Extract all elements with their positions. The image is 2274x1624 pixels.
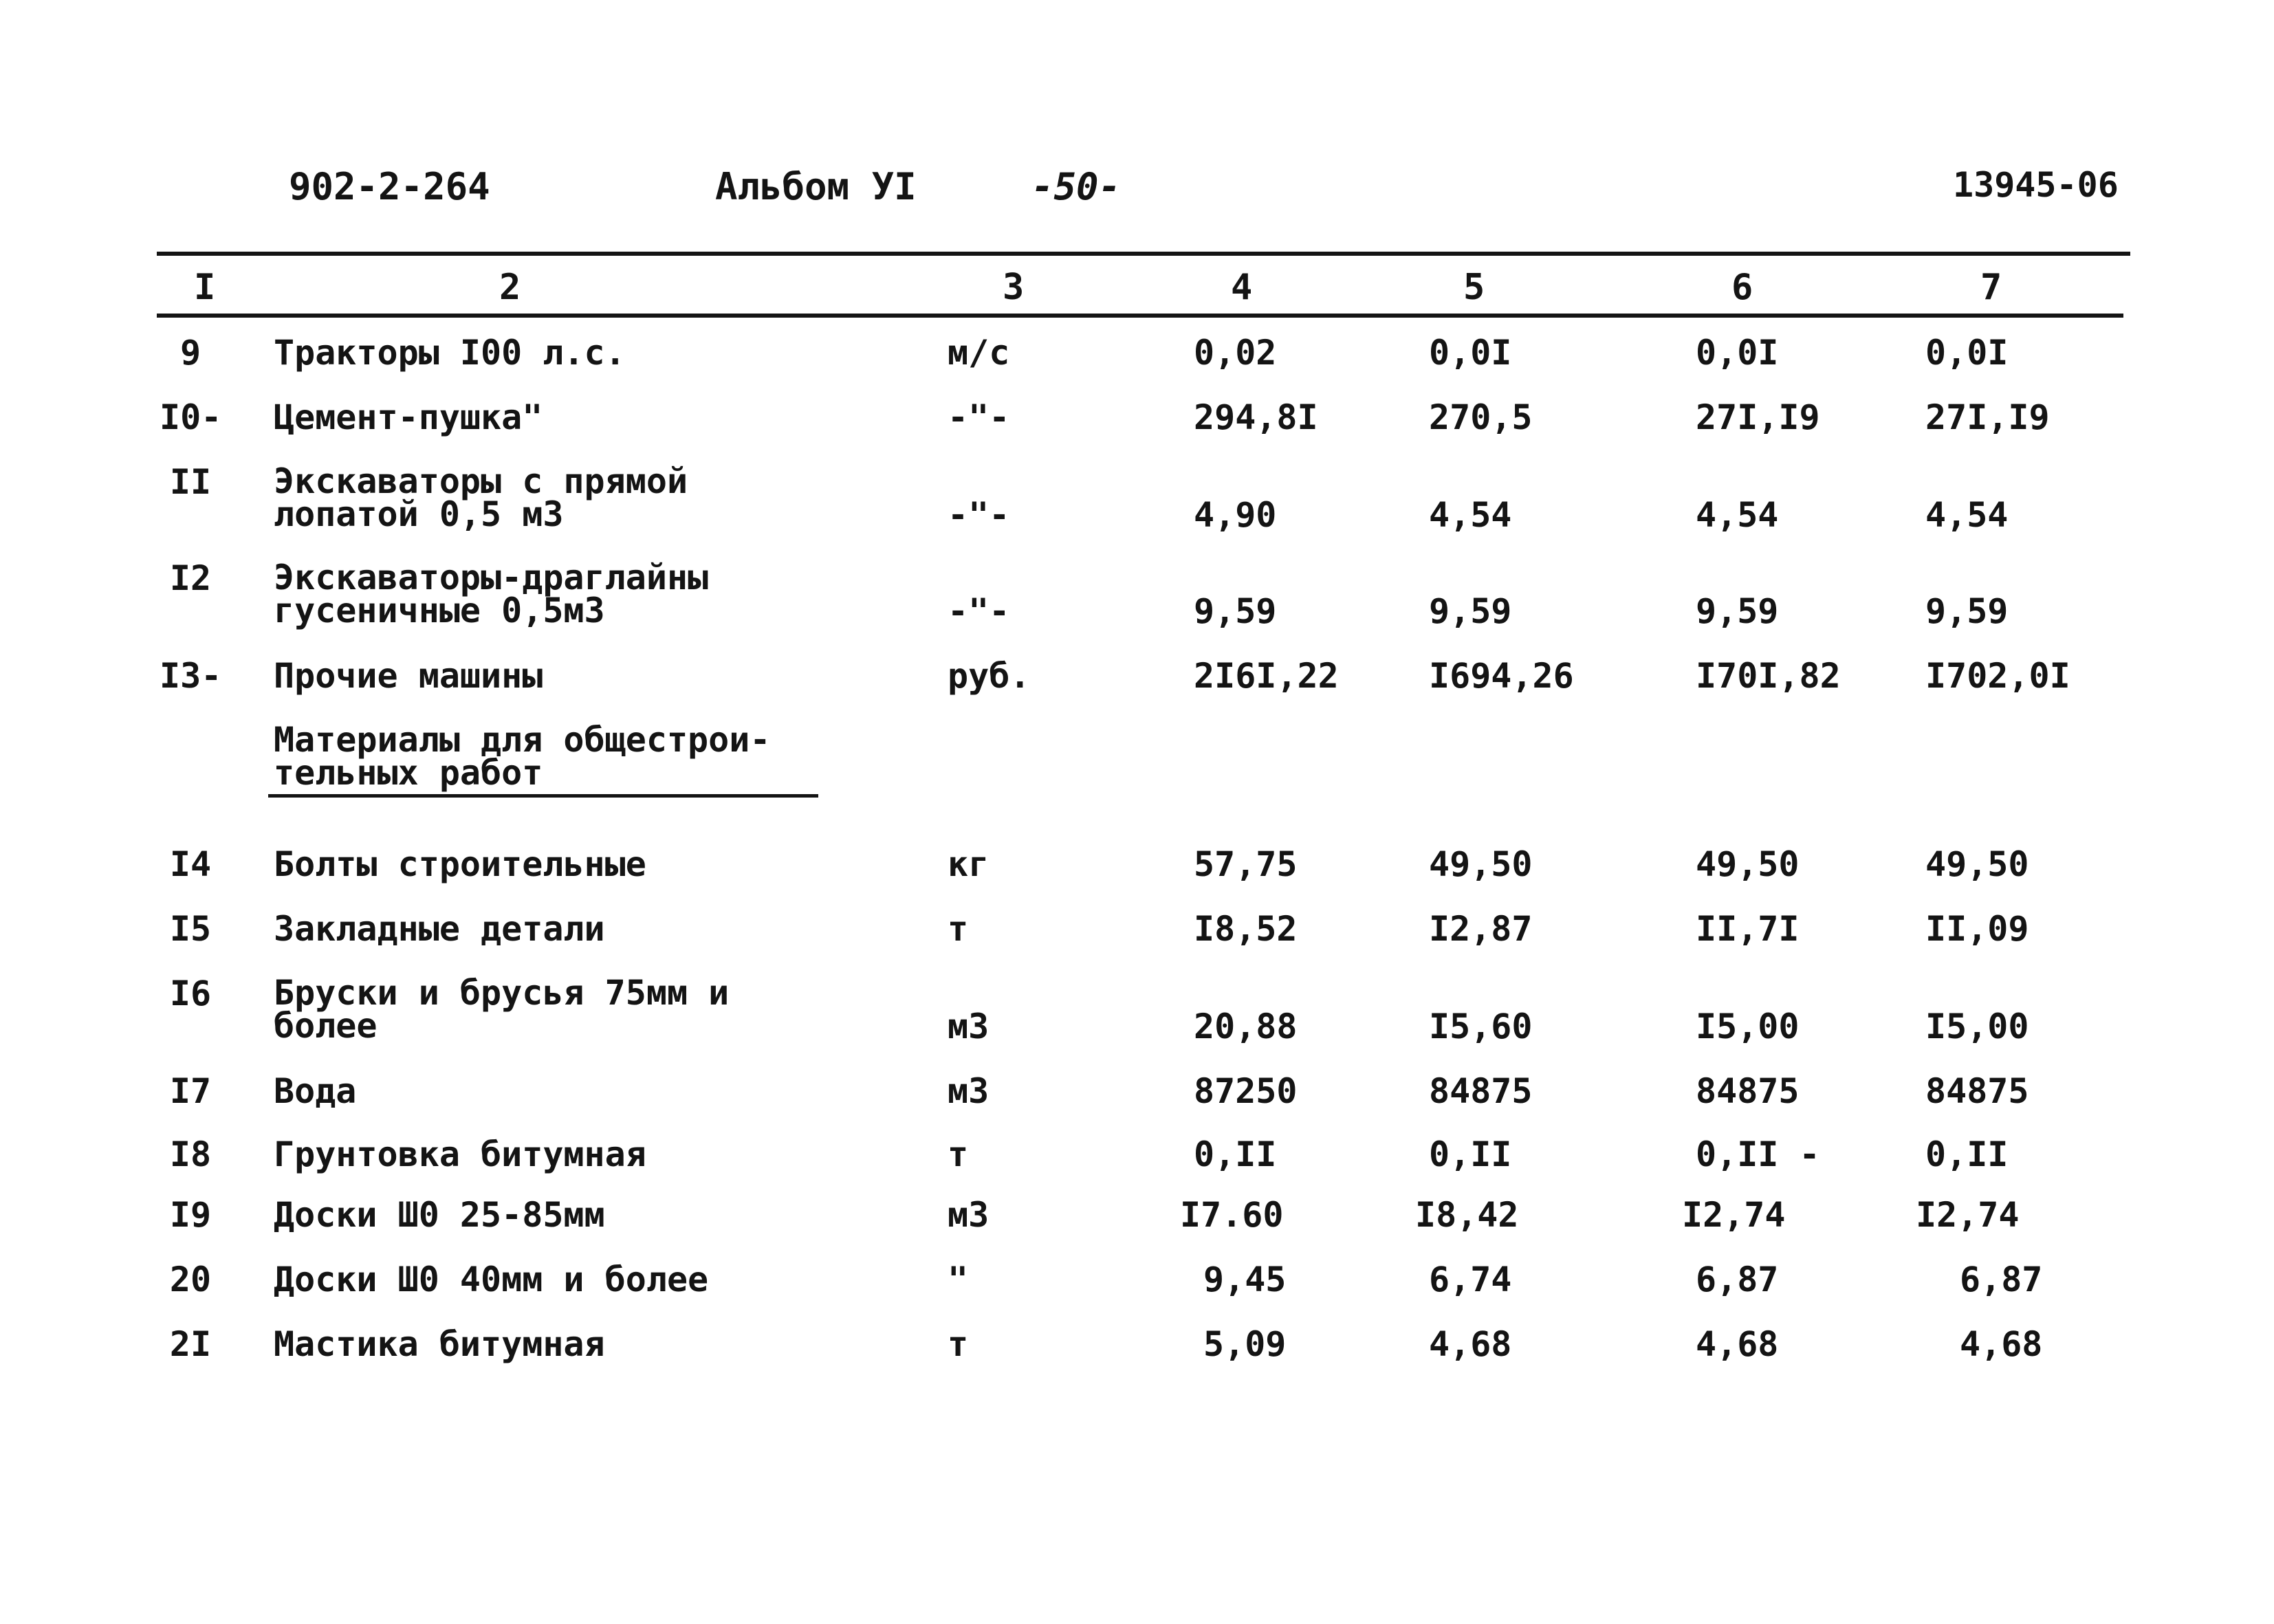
row-value-4: 4,90 (1194, 495, 1277, 535)
row-unit: -"- (948, 591, 1010, 631)
table-row (0, 1195, 2274, 1260)
row-value-5: I8,42 (1415, 1195, 1519, 1235)
table-row (0, 1071, 2274, 1136)
row-value-5: 84875 (1429, 1071, 1533, 1111)
row-value-5: I5,60 (1429, 1007, 1533, 1046)
row-name: Прочие машины (274, 656, 543, 696)
row-number: I0- (160, 397, 222, 437)
inventory-number: 13945-06 (1953, 165, 2119, 205)
row-value-7: II,09 (1925, 909, 2029, 949)
row-value-6: 9,59 (1696, 591, 1779, 631)
row-value-5: 9,59 (1429, 591, 1512, 631)
row-value-6: 84875 (1696, 1071, 1800, 1111)
row-value-6: 4,54 (1696, 495, 1779, 535)
row-value-6: I70I,82 (1696, 656, 1841, 696)
row-name: Вода (274, 1071, 357, 1111)
column-number-5: 5 (1463, 267, 1485, 308)
column-number-7: 7 (1980, 267, 2002, 308)
row-value-5: 49,50 (1429, 844, 1533, 884)
row-unit: -"- (948, 495, 1010, 535)
row-number: II (169, 462, 212, 502)
column-number-6: 6 (1731, 267, 1753, 308)
row-value-6: I5,00 (1696, 1007, 1800, 1046)
column-number-3: 3 (1003, 267, 1025, 308)
row-value-6: 6,87 (1696, 1260, 1779, 1299)
row-value-4: 0,02 (1194, 333, 1277, 373)
row-number: I3- (160, 656, 222, 696)
document-code: 902-2-264 (289, 165, 490, 208)
row-value-4: 0,II (1194, 1134, 1277, 1174)
column-number-1: I (194, 267, 216, 308)
row-name: Бруски и брусья 75мм и более (274, 973, 730, 1046)
row-unit: т (948, 1134, 969, 1174)
table-row (0, 1134, 2274, 1199)
row-value-7: I2,74 (1916, 1195, 2020, 1235)
row-name: Мастика битумная (274, 1324, 605, 1364)
table-row (0, 973, 2274, 1059)
table-row (0, 333, 2274, 397)
row-number: 9 (179, 333, 201, 373)
row-value-5: 270,5 (1429, 397, 1533, 437)
row-name: Доски Ш0 40мм и более (274, 1260, 709, 1299)
row-value-4: I7.60 (1180, 1195, 1284, 1235)
row-value-5: 4,54 (1429, 495, 1512, 535)
row-value-4: 9,45 (1203, 1260, 1287, 1299)
row-value-7: 0,0I (1925, 333, 2009, 373)
row-unit: " (948, 1260, 969, 1299)
row-name: Болты строительные (274, 844, 646, 884)
row-name: Закладные детали (274, 909, 605, 949)
table-row (0, 397, 2274, 462)
row-value-5: 0,II (1429, 1134, 1512, 1174)
row-number: 2I (169, 1324, 212, 1364)
page-number: -50- (1031, 165, 1122, 208)
table-row (0, 461, 2274, 547)
row-name: Грунтовка битумная (274, 1134, 646, 1174)
row-unit: м/с (948, 333, 1010, 373)
row-value-7: 49,50 (1925, 844, 2029, 884)
table-row (0, 1324, 2274, 1389)
row-value-7: 0,II (1925, 1134, 2009, 1174)
table-row (0, 656, 2274, 721)
row-unit: кг (948, 844, 990, 884)
row-number: I2 (169, 558, 212, 598)
row-value-6: 0,II - (1696, 1134, 1820, 1174)
row-value-7: I702,0I (1925, 656, 2070, 696)
row-number: I8 (169, 1134, 212, 1174)
row-unit: руб. (948, 656, 1031, 696)
row-name: Тракторы I00 л.с. (274, 333, 626, 373)
row-value-6: 49,50 (1696, 844, 1800, 884)
row-number: 20 (169, 1260, 212, 1299)
row-value-4: 20,88 (1194, 1007, 1298, 1046)
row-value-7: 9,59 (1925, 591, 2009, 631)
row-value-6: 0,0I (1696, 333, 1779, 373)
row-number: I9 (169, 1195, 212, 1235)
section-heading: Материалы для общестрои- тельных работ (274, 720, 771, 793)
column-number-4: 4 (1231, 267, 1253, 308)
row-name: Доски Ш0 25-85мм (274, 1195, 605, 1235)
table-row (0, 909, 2274, 974)
row-unit: т (948, 909, 969, 949)
row-value-4: 57,75 (1194, 844, 1298, 884)
row-value-6: 4,68 (1696, 1324, 1779, 1364)
row-number: I6 (169, 974, 212, 1013)
row-unit: м3 (948, 1007, 990, 1046)
row-value-7: 4,68 (1960, 1324, 2043, 1364)
row-value-7: 4,54 (1925, 495, 2009, 535)
row-value-4: 87250 (1194, 1071, 1298, 1111)
row-unit: -"- (948, 397, 1010, 437)
table-row (0, 558, 2274, 644)
row-value-5: 4,68 (1429, 1324, 1512, 1364)
row-unit: т (948, 1324, 969, 1364)
row-value-4: 9,59 (1194, 591, 1277, 631)
row-number: I7 (169, 1071, 212, 1111)
row-number: I5 (169, 909, 212, 949)
row-value-4: 5,09 (1203, 1324, 1287, 1364)
table-row (0, 1262, 2274, 1324)
row-value-7: 84875 (1925, 1071, 2029, 1111)
row-value-5: I2,87 (1429, 909, 1533, 949)
row-value-6: 27I,I9 (1696, 397, 1820, 437)
table-header-rule (157, 314, 2123, 318)
column-number-2: 2 (499, 267, 521, 308)
row-name: Цемент-пушка" (274, 397, 543, 437)
album-label: Альбом УI (715, 165, 917, 208)
row-value-4: 294,8I (1194, 397, 1318, 437)
row-value-5: 0,0I (1429, 333, 1512, 373)
row-value-7: 6,87 (1960, 1260, 2043, 1299)
row-number: I4 (169, 844, 212, 884)
row-value-4: 2I6I,22 (1194, 656, 1339, 696)
row-name: Экскаваторы-драглайны гусеничные 0,5м3 (274, 558, 709, 630)
section-underline (268, 794, 818, 798)
row-name: Экскаваторы с прямой лопатой 0,5 м3 (274, 461, 688, 534)
row-value-4: I8,52 (1194, 909, 1298, 949)
row-value-5: 6,74 (1429, 1260, 1512, 1299)
row-value-7: 27I,I9 (1925, 397, 2050, 437)
row-value-7: I5,00 (1925, 1007, 2029, 1046)
row-value-5: I694,26 (1429, 656, 1574, 696)
row-value-6: II,7I (1696, 909, 1800, 949)
row-unit: м3 (948, 1195, 990, 1235)
row-value-6: I2,74 (1682, 1195, 1786, 1235)
table-row (0, 844, 2274, 909)
row-unit: м3 (948, 1071, 990, 1111)
table-top-rule (157, 252, 2130, 256)
